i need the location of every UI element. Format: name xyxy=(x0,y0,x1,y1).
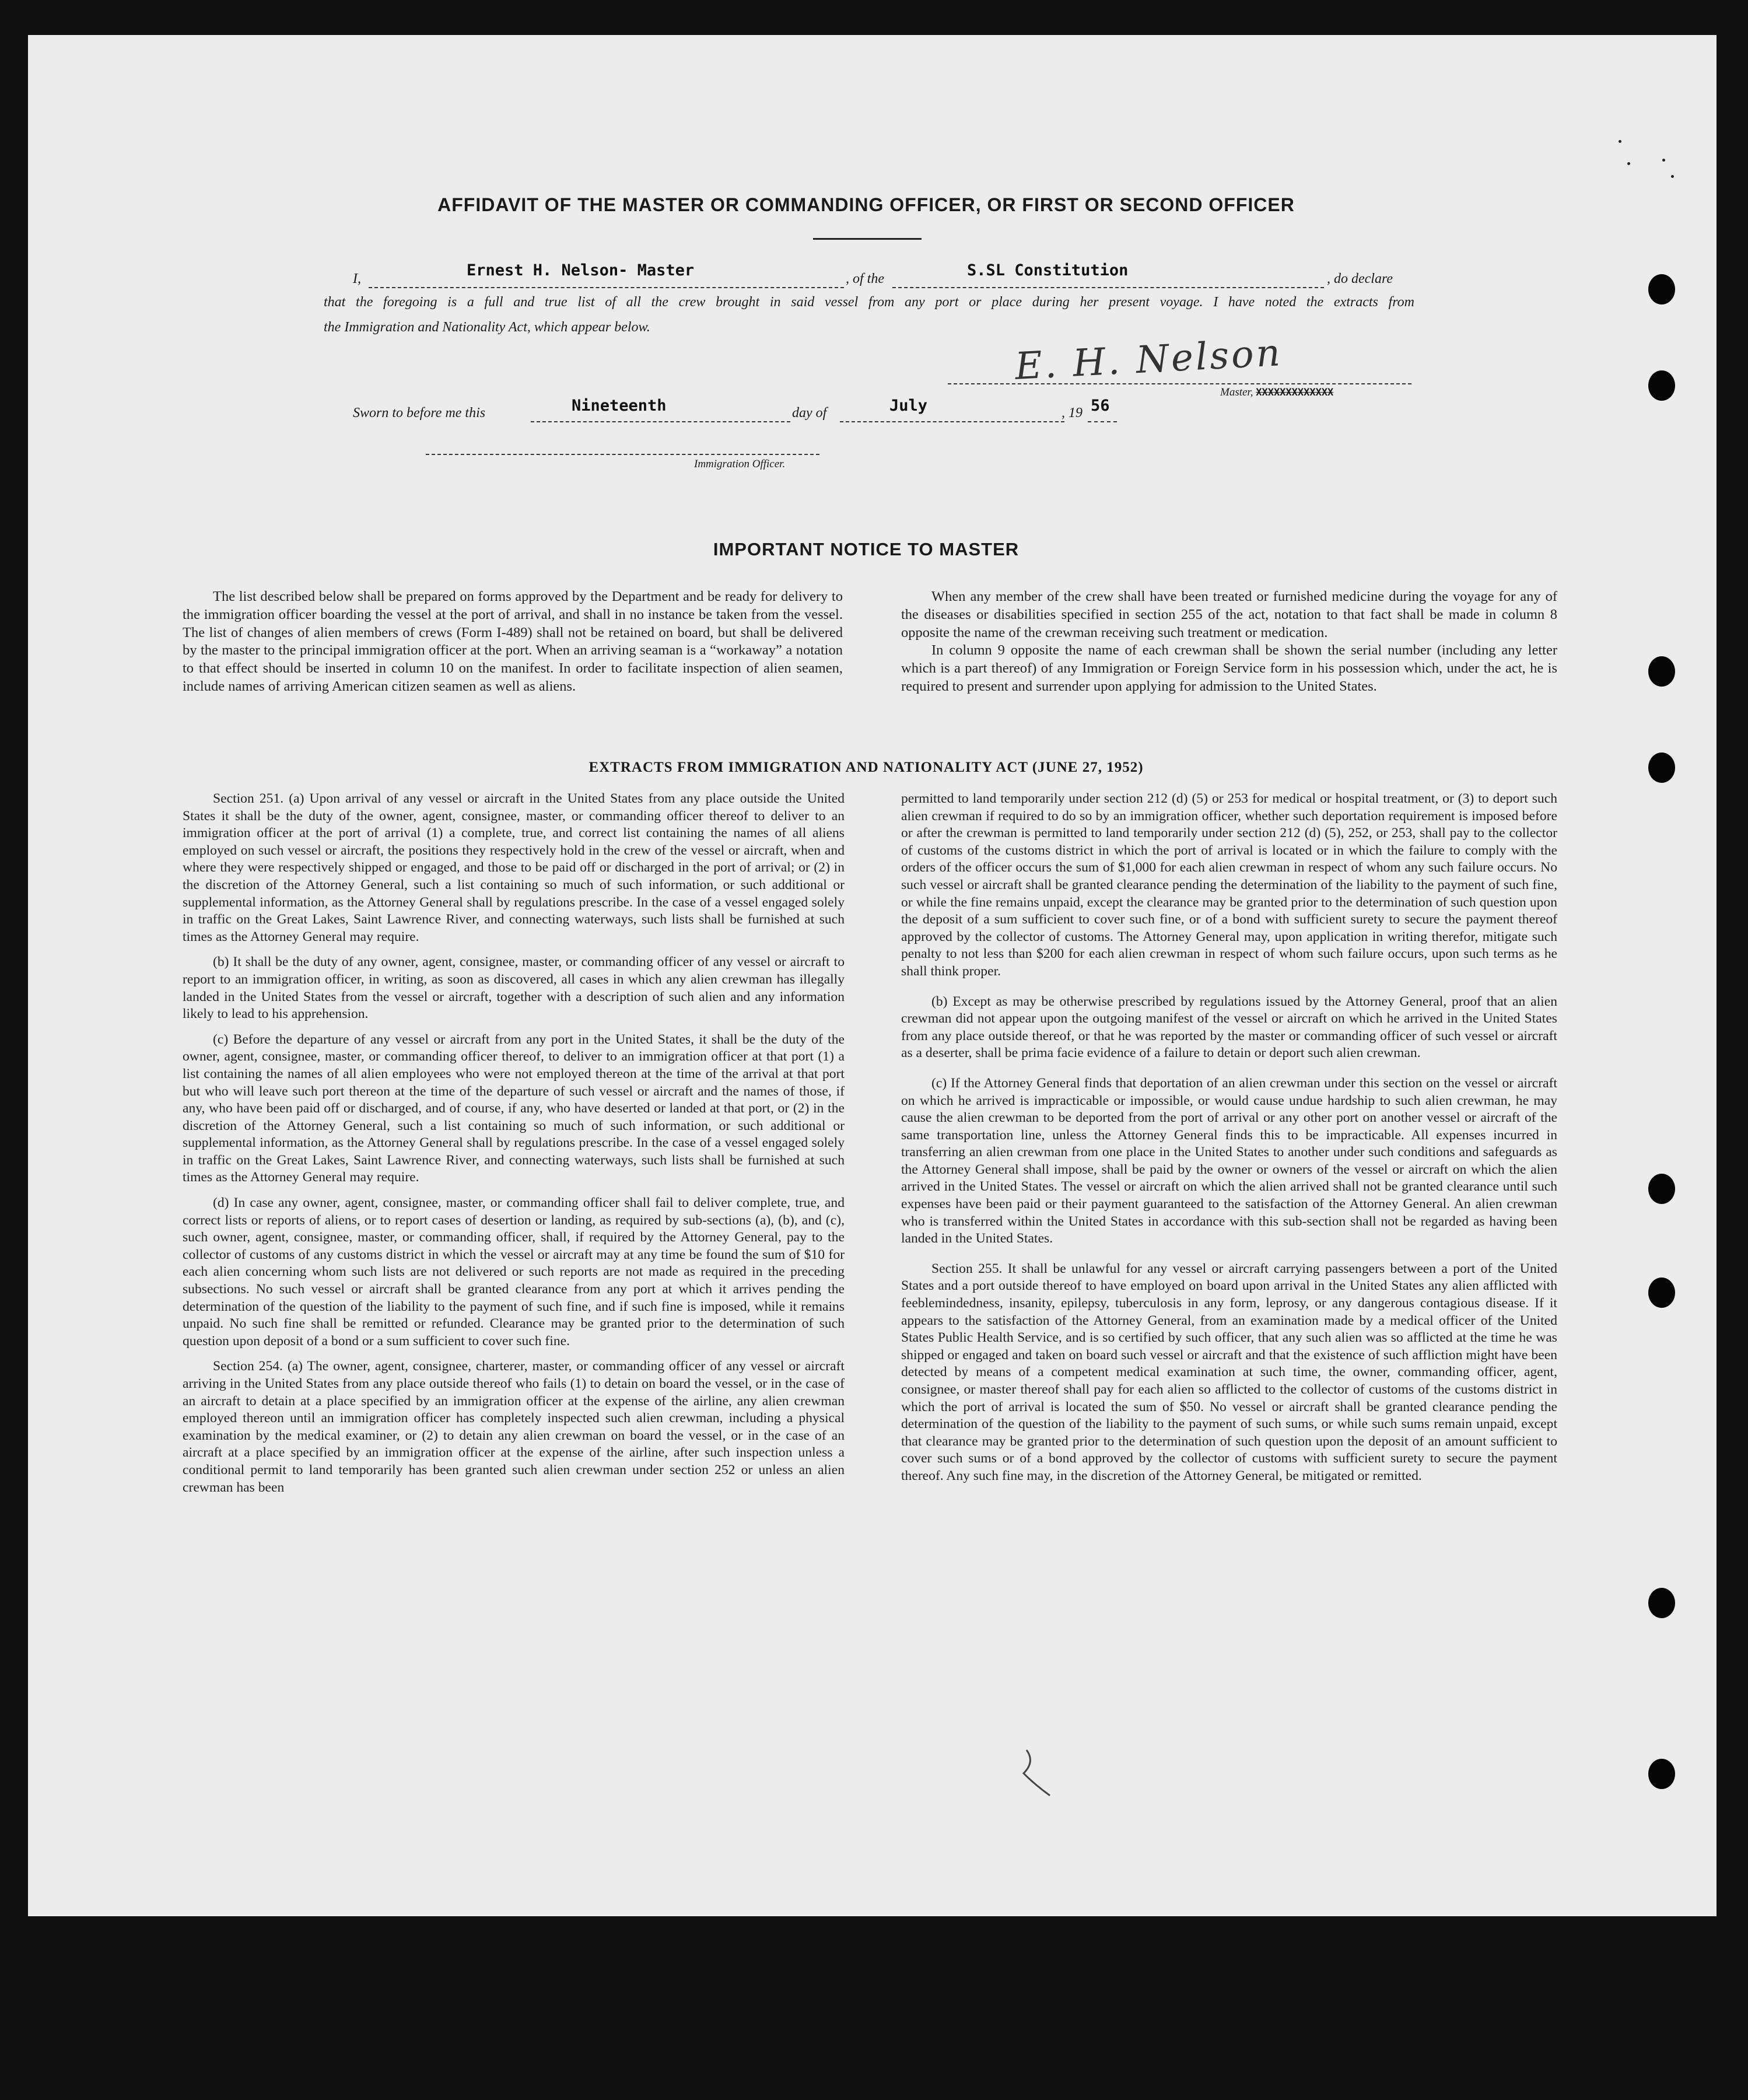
of-the-label: , of the xyxy=(846,271,884,286)
punch-hole xyxy=(1648,370,1675,401)
master-label xyxy=(1220,386,1333,399)
section-251-a: Section 251. (a) Upon arrival of any vessel or aircraft in the United States from any place outside the United States it shall be the duty of the owner, agent, consignee, master, or commanding officer thereof to deliver to an immigration officer at the port of arrival (1) a complete, true, and correct list containing the names of all aliens employed on such vessel or aircraft, the positions they respectively hold in the crew of the vessel or aircraft, when and where they were respectively shipped or engaged, and those to be paid off or discharged in the port of arrival; or (2) in the discretion of the Attorney General, such a list containing so much of such information, or such additional or supplemental information, as the Attorney General shall by regulations prescribe. In the case of a vessel engaged solely in traffic on the Great Lakes, Saint Lawrence River, and connecting waterways, such lists shall be furnished at such times as the Attorney General may require. xyxy=(183,791,845,944)
day-line xyxy=(531,421,790,422)
speck xyxy=(1662,159,1665,162)
punch-hole xyxy=(1648,656,1675,687)
section-251-c: (c) Before the departure of any vessel or aircraft from any port in the United States, it shall be the duty of the owner, agent, consignee, master, or commanding officer thereof, to deliver to an immigration officer at that port (1) a list containing the names of all alien employees who were not employed thereon at the time of the arrival at that port but who will leave such port thereon at the time of the departure of such vessel or aircraft and the names of those, if any, who have been paid off or discharged, and of course, if any, who have deserted or landed at that port, or (2) in the discretion of the Attorney General, such a list containing so much of such information, or such additional or supplemental information, as the Attorney General shall by regulations prescribe. In the case of a vessel engaged solely in traffic on the Great Lakes, Saint Lawrence River, and connecting waterways, such lists shall be furnished at such times as the Attorney General may require. xyxy=(183,1031,845,1185)
speck xyxy=(1627,162,1630,165)
speck xyxy=(1619,140,1621,143)
month-value: July xyxy=(889,397,928,415)
punch-hole xyxy=(1648,1759,1675,1789)
pencil-mark xyxy=(1015,1744,1062,1803)
vessel-line xyxy=(892,287,1324,288)
signature-line xyxy=(948,383,1411,384)
day-of-label: day of xyxy=(792,405,827,421)
punch-hole xyxy=(1648,1278,1675,1308)
punch-hole xyxy=(1648,274,1675,304)
day-value: Nineteenth xyxy=(572,397,667,415)
statement-line-1: that the foregoing is a full and true list of all the crew brought in said vessel from any port or place during her present voyage. I have noted the extracts from xyxy=(324,295,1414,310)
section-255: Section 255. It shall be unlawful for any vessel or aircraft carrying passengers between a port of the United States and a port outside thereof to have employed on board upon arrival in the United States any alien afflicted with feeblemindedness, insanity, epilepsy, tuberculosis in any form, leprosy, or any dangerous contagious disease. If it appears to the satisfaction of the Attorney General, from an examination made by a medical officer of the United States Public Health Service, and is so certified by such officer, that any such alien was so afflicted at the time he was shipped or engaged and taken on board such vessel or aircraft and that the existence of such affliction might have been detected by means of a competent medical examination at such time, the owner, commanding officer, agent, consignee, or master thereof shall pay for each alien so afflicted to the collector of customs of the customs district in which the port of arrival is located the sum of $50. No vessel or aircraft shall be granted clearance pending the determination of the question of the liability to the payment of such sums, or while such sums remain unpaid, except that clearance may be granted prior to the determination of such question upon the deposit of an amount sufficient to cover such sums or of a bond approved by the collector of customs with sufficient surety to secure the payment thereof. Any such fine may, in the discretion of the Attorney General, be mitigated or remitted. xyxy=(901,1261,1557,1483)
extracts-heading: EXTRACTS FROM IMMIGRATION AND NATIONALITY ACT (JUNE 27, 1952) xyxy=(588,760,1144,775)
name-value: Ernest H. Nelson- Master xyxy=(467,261,695,279)
section-254-c: (c) If the Attorney General finds that deportation of an alien crewman under this section on the vessel or aircraft on which he arrived is impracticable or impossible, or would cause undue hardship to such alien crewman, he may cause the alien crewman to be deported from the port of arrival or any other port on another vessel or aircraft of the same transportation line, unless the Attorney General finds this to be impracticable. All expenses incurred in transferring an alien crewman from one place in the United States to another under such conditions and safeguards as the Attorney General shall impose, shall be paid by the owner or owners of the vessel or aircraft on which the alien arrived in the United States. The vessel or aircraft on which the alien arrived shall not be granted clearance until such expenses have been paid or their payment guaranteed to the satisfaction of the Attorney General. An alien crewman who is transferred within the United States in accordance with this sub-section shall not be regarded as having been landed in the United States. xyxy=(901,1075,1557,1247)
notice-right-paragraph-1: When any member of the crew shall have been treated or furnished medicine during the voyage for any of the diseases or disabilities specified in section 255 of the act, notation to that fact shall be made in column 8 opposite the name of the crewman receiving such treatment or medication. xyxy=(901,589,1557,640)
i-label: I, xyxy=(353,271,361,286)
notice-left-column xyxy=(183,588,843,704)
year-value: 56 xyxy=(1091,397,1110,415)
do-declare-label: , do declare xyxy=(1327,271,1393,286)
section-254-a-cont: permitted to land temporarily under section 212 (d) (5) or 253 for medical or hospital treatment, or (3) to deport such alien crewman if required to do so by an immigration officer, whether such deportation requirement is imposed before or after the crewman is permitted to land temporarily under section 212 (d) (5), 252, or 253, shall pay to the collector of customs of the customs district in which the port of arrival is located or in which the failure to comply with the orders of the officer occurs the sum of $1,000 for each alien crewman in respect of whom any such failure occurs. No such vessel or aircraft shall be granted clearance pending the determination of the liability to the payment of such fine, or while the fine remains unpaid, except the clearance may be granted prior to the determination of such question upon the deposit of a sum sufficient to cover such fine, or of a bond with sufficient surety to secure the payment thereof approved by the collector of customs. The Attorney General may, upon application in writing therefor, mitigate such penalty to not less than $200 for each alien crewman in respect of whom such failure occurs, upon such terms as he shall think proper. xyxy=(901,791,1557,979)
punch-hole xyxy=(1648,1588,1675,1618)
section-251-b: (b) It shall be the duty of any owner, agent, consignee, master, or commanding officer of any vessel or aircraft to report to an immigration officer, in writing, as soon as discovered, all cases in which any alien crewman has illegally landed in the United States from the vessel or aircraft, together with a description of such alien and any information likely to lead to his apprehension. xyxy=(183,954,845,1022)
sworn-label: Sworn to before me this xyxy=(353,405,486,421)
officer-line xyxy=(426,454,819,455)
month-line xyxy=(840,421,1064,422)
section-254-a: Section 254. (a) The owner, agent, consignee, charterer, master, or commanding officer of any vessel or aircraft arriving in the United States from any place outside thereof who fails (1) to detain on board the vessel, or in the case of an aircraft to detain at a place specified by an immigration officer at the expense of the airline, any alien crewman employed thereon until an immigration officer has completely inspected such alien crewman, including a physical examination by the medical examiner, or (2) to detain any alien crewman on board the vessel, or in the case of an aircraft at a place specified by an immigration officer at the expense of the airline, after such inspection unless a conditional permit to land temporarily has been granted such alien crewman under section 252 or unless an alien crewman has been xyxy=(183,1359,845,1495)
signature: E. H. Nelson xyxy=(1014,331,1284,388)
section-251-d: (d) In case any owner, agent, consignee, master, or commanding officer shall fail to deliver complete, true, and correct lists or reports of aliens, or to report cases of desertion or landing, as required by sub-sections (a), (b), and (c), such owner, agent, consignee, master, or commanding officer, shall, if required by the Attorney General, pay to the collector of customs of any customs district in which the vessel or aircraft may at any time be found the sum of $10 for each alien concerning whom such lists are not delivered or such reports are not made as required in the preceding subsections. No such vessel or aircraft shall be granted clearance from any port at which it arrives pending the determination of the question of the liability to the payment of such fine, and if such fine is imposed, while it remains unpaid. No such fine shall be remitted or refunded. Clearance may be granted prior to the determination of such question upon deposit of a bond or a sum sufficient to cover such fine. xyxy=(183,1195,845,1349)
speck xyxy=(1671,175,1674,178)
vessel-value: S.SL Constitution xyxy=(967,261,1129,279)
extracts-right-column xyxy=(901,790,1557,1493)
officer-label: Immigration Officer. xyxy=(694,458,786,470)
year-prefix: , 19 xyxy=(1062,405,1083,421)
notice-heading: IMPORTANT NOTICE TO MASTER xyxy=(713,539,1020,559)
extracts-left-column xyxy=(183,790,845,1504)
statement-line-2: the Immigration and Nationality Act, which appear below. xyxy=(324,320,650,335)
notice-left-paragraph: The list described below shall be prepared on forms approved by the Department and be ready for delivery to the immigration officer boarding the vessel at the port of arrival, and shall in no instance be taken from the vessel. The list of changes of alien members of crews (Form I-489) shall not be retained on board, but shall be delivered by the master to the principal immigration officer at the port. When an arriving seaman is a “workaway” a notation to that effect should be inserted in column 10 on the manifest. In order to facilitate inspection of alien seamen, include names of arriving American citizen seamen as well as aliens. xyxy=(183,589,843,694)
title-rule xyxy=(813,238,922,240)
master-struck: XXXXXXXXXXXXX xyxy=(1256,387,1334,398)
punch-hole xyxy=(1648,1174,1675,1204)
name-line xyxy=(369,287,844,288)
affidavit-title: AFFIDAVIT OF THE MASTER OR COMMANDING OFFICER, OR FIRST OR SECOND OFFICER xyxy=(437,194,1295,215)
notice-right-column xyxy=(901,588,1557,696)
notice-right-paragraph-2: In column 9 opposite the name of each crewman shall be shown the serial number (including any letter which is a part thereof) of any Immigration or Foreign Service form in his possession which, under the act, he is required to present and surrender upon applying for admission to the United States. xyxy=(901,642,1557,694)
year-line xyxy=(1088,421,1117,422)
master-label-text: Master, xyxy=(1220,386,1256,398)
section-254-b: (b) Except as may be otherwise prescribed by regulations issued by the Attorney General, proof that an alien crewman did not appear upon the outgoing manifest of the vessel or aircraft on which he arrived in the United States from any place outside thereof, or that he was reported by the master or commanding officer of such vessel or aircraft as a deserter, shall be prima facie evidence of a failure to detain or deport such alien crewman. xyxy=(901,993,1557,1061)
